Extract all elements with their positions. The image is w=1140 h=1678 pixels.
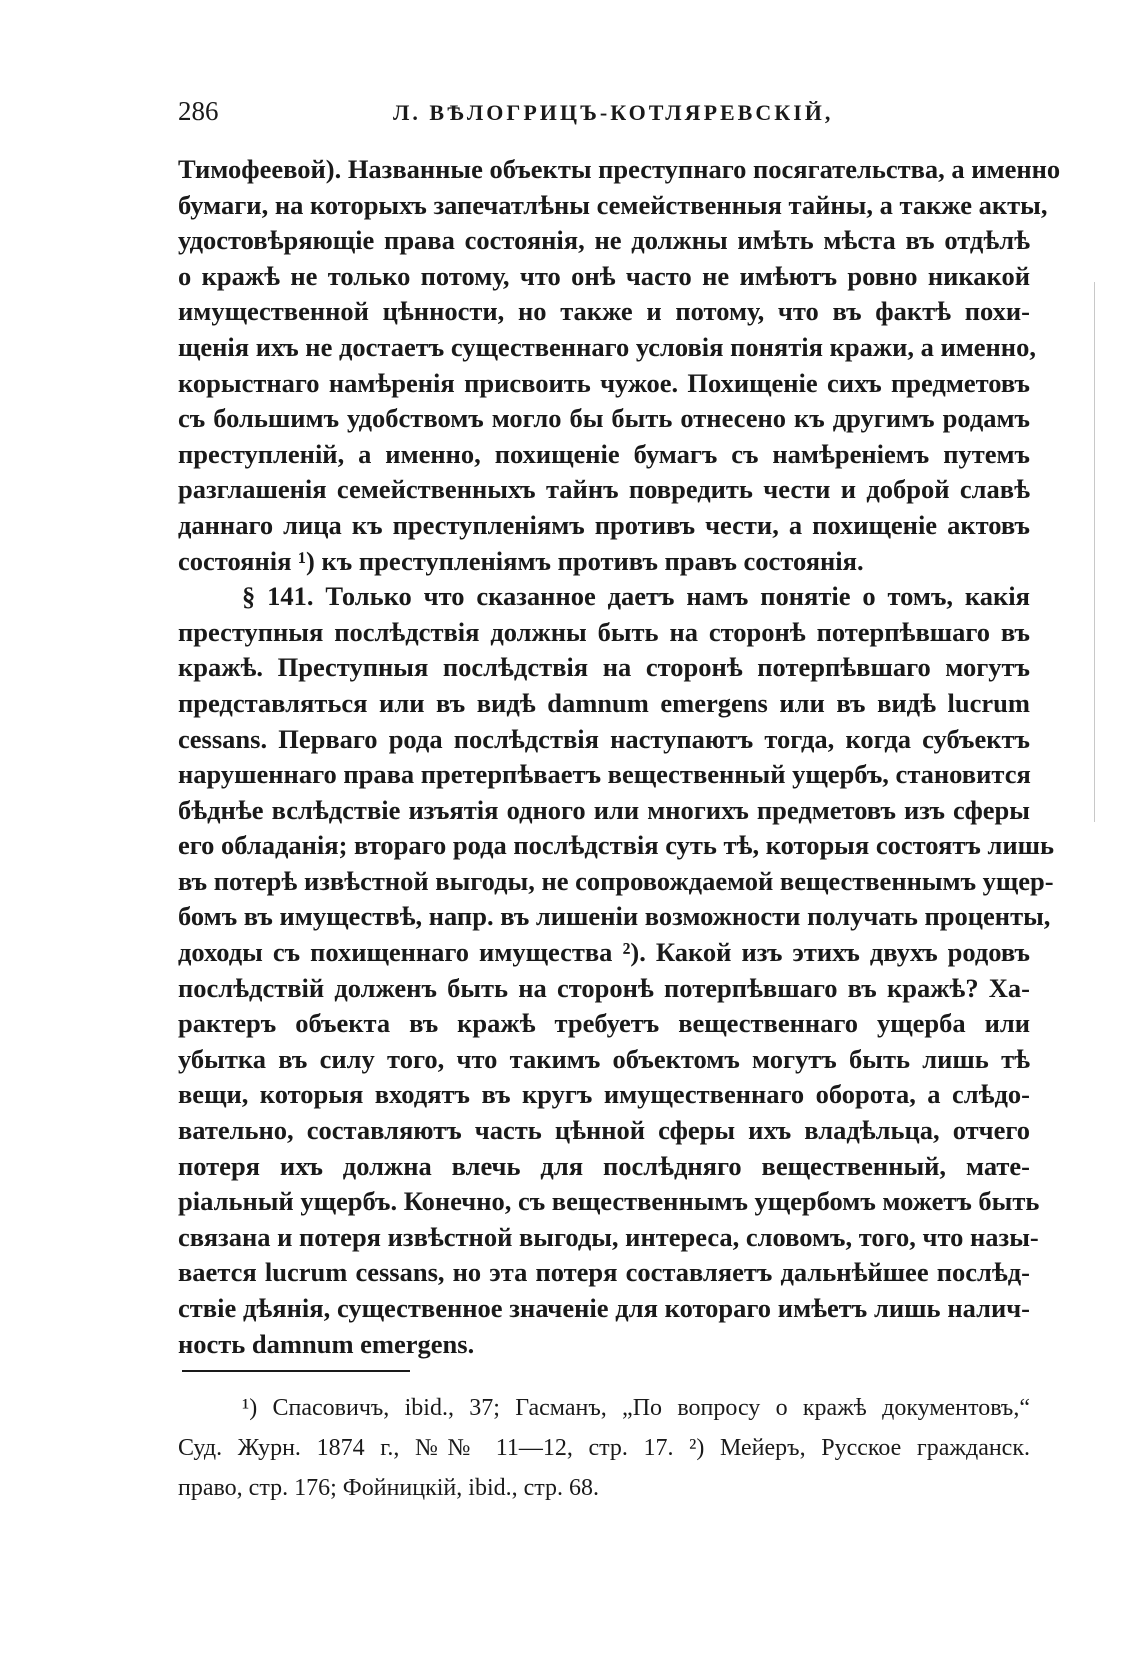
- body-text: [178, 152, 1061, 1362]
- section-start-line: § 141. Только что сказанное даетъ намъ понятіе о томъ, какія: [242, 581, 1030, 612]
- page-number: 286: [178, 96, 219, 126]
- footnote-line: право, стр. 176; Фойницкій, ibid., стр. 68.: [178, 1475, 600, 1501]
- running-head: Л. ВѢЛОГРИЦЪ-КОТЛЯРЕВСКІЙ,: [393, 100, 834, 125]
- text-line: удостовѣряющіе права состоянія, не должны имѣть мѣста въ отдѣлѣ: [178, 225, 1030, 256]
- footnote-separator: [182, 1370, 410, 1372]
- text-line: вещи, которыя входятъ въ кругъ имущественнаго оборота, а слѣдо-: [178, 1079, 1030, 1110]
- page-header: [178, 96, 1028, 136]
- text-line: потеря ихъ должна влечь для послѣдняго вещественный, мате-: [178, 1150, 1030, 1181]
- text-line: преступленій, а именно, похищеніе бумагъ съ намѣреніемъ путемъ: [178, 438, 1030, 469]
- scan-edge-mark: [1094, 282, 1095, 822]
- text-line: ріальный ущербъ. Конечно, съ вещественнымъ ущербомъ можетъ быть: [178, 1186, 1040, 1217]
- footnotes: [178, 1388, 1030, 1508]
- text-line: бомъ въ имуществѣ, напр. въ лишеніи возможности получать проценты,: [178, 901, 1051, 932]
- text-line: даннаго лица къ преступленіямъ противъ чести, а похищеніе актовъ: [178, 509, 1030, 540]
- text-line: вательно, составляютъ часть цѣнной сферы ихъ владѣльца, отчего: [178, 1115, 1030, 1146]
- footnote-line: Суд. Журн. 1874 г., №№ 11—12, стр. 17. ²) Мейеръ, Русское гражданск.: [178, 1435, 1030, 1461]
- text-line: преступныя послѣдствія должны быть на сторонѣ потерпѣвшаго въ: [178, 616, 1030, 647]
- text-line: Тимофеевой). Названные объекты преступнаго посягательства, а именно: [178, 154, 1061, 184]
- text-line: убытка въ силу того, что такимъ объектомъ могутъ быть лишь тѣ: [178, 1043, 1030, 1074]
- footnote-line: ¹) Спасовичъ, ibid., 37; Гасманъ, „По вопросу о кражѣ документовъ,“: [242, 1395, 1030, 1421]
- text-line: кражѣ. Преступныя послѣдствія на сторонѣ потерпѣвшаго могутъ: [178, 652, 1030, 683]
- text-line: бѣднѣе вслѣдствіе изъятія одного или многихъ предметовъ изъ сферы: [178, 794, 1030, 825]
- text-line: о кражѣ не только потому, что онѣ часто не имѣютъ ровно никакой: [178, 260, 1030, 291]
- text-line: имущественной цѣнности, но также и потому, что въ фактѣ похи-: [178, 296, 1030, 327]
- text-line: съ большимъ удобствомъ могло бы быть отнесено къ другимъ родамъ: [178, 403, 1030, 434]
- text-line: представляться или въ видѣ damnum emergens или въ видѣ lucrum: [178, 687, 1030, 718]
- text-line: ность damnum emergens.: [178, 1328, 475, 1359]
- text-line: вается lucrum cessans, но эта потеря составляетъ дальнѣйшее послѣд-: [178, 1257, 1030, 1288]
- text-line: состоянія ¹) къ преступленіямъ противъ правъ состоянія.: [178, 545, 864, 576]
- text-line: послѣдствій долженъ быть на сторонѣ потерпѣвшаго въ кражѣ? Ха-: [178, 972, 1030, 1003]
- text-line: связана и потеря извѣстной выгоды, интереса, словомъ, того, что назы-: [178, 1221, 1039, 1252]
- text-line: въ потерѣ извѣстной выгоды, не сопровождаемой вещественнымъ ущер-: [178, 865, 1054, 896]
- text-line: cessans. Перваго рода послѣдствія наступаютъ тогда, когда субъектъ: [178, 723, 1030, 754]
- text-line: нарушеннаго права претерпѣваетъ вещественный ущербъ, становится: [178, 759, 1031, 790]
- text-line: доходы съ похищеннаго имущества ²). Какой изъ этихъ двухъ родовъ: [178, 937, 1030, 968]
- text-line: щенія ихъ не достаетъ существеннаго условія понятія кражи, а именно,: [178, 331, 1036, 362]
- text-line: бумаги, на которыхъ запечатлѣны семейственныя тайны, а также акты,: [178, 189, 1048, 220]
- text-line: ствіе дѣянія, существенное значеніе для котораго имѣетъ лишь налич-: [178, 1293, 1030, 1323]
- text-line: корыстнаго намѣренія присвоить чужое. Похищеніе сихъ предметовъ: [178, 367, 1030, 398]
- text-line: разглашенія семейственныхъ тайнъ повредить чести и доброй славѣ: [178, 474, 1030, 505]
- text-line: его обладанія; втораго рода послѣдствія суть тѣ, которыя состоятъ лишь: [178, 830, 1054, 861]
- text-line: рактеръ объекта въ кражѣ требуетъ вещественнаго ущерба или: [178, 1008, 1030, 1039]
